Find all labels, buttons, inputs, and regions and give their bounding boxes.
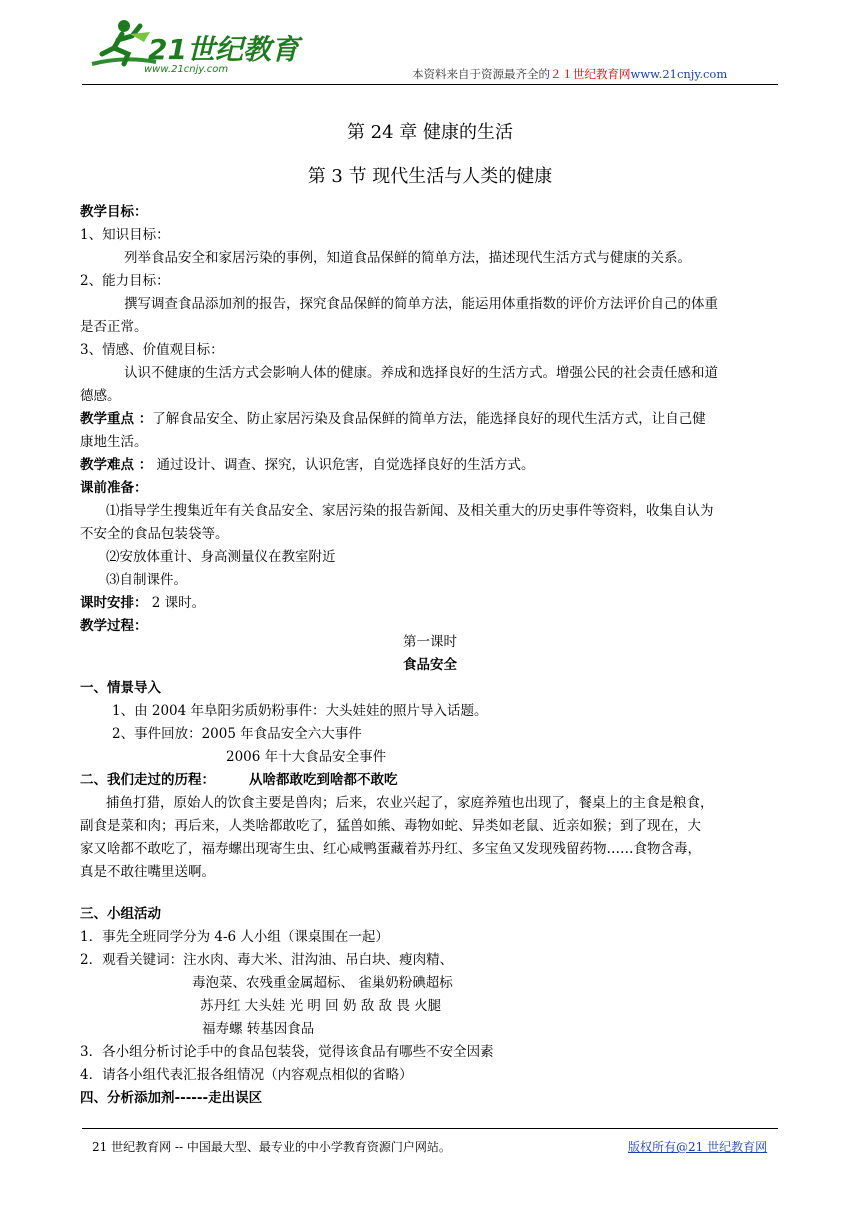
key-points-text-2: 康地生活。 xyxy=(80,434,148,450)
part1-item-2b: 2006 年十大食品安全事件 xyxy=(226,749,387,765)
preparation-item-1: ⑴指导学生搜集近年有关食品安全、家居污染的报告新闻、及相关重大的历史事件等资料，收集自认为 xyxy=(106,503,714,519)
header-note xyxy=(412,66,727,82)
part2-heading: 二、我们走过的历程： xyxy=(80,772,215,788)
part3-item-3: 3．各小组分析讨论手中的食品包装袋，觉得该食品有哪些不安全因素 xyxy=(80,1044,494,1060)
difficulty-label: 教学难点 ： xyxy=(80,457,153,473)
section-title: 第 3 节 现代生活与人类的健康 xyxy=(307,166,553,187)
process-heading: 教学过程： xyxy=(80,618,148,634)
logo-text: 21世纪教育 xyxy=(148,33,299,66)
schedule-label: 课时安排： xyxy=(80,595,148,611)
header-note-url[interactable]: www.21cnjy.com xyxy=(630,67,728,81)
part2-para-2: 副食是菜和肉；再后来，人类啥都敢吃了，猛兽如熊、毒物如蛇、异类如老鼠、近亲如猴；到了现在，大 xyxy=(80,818,701,834)
ability-label: 2、能力目标： xyxy=(80,273,170,289)
preparation-item-1-cont: 不安全的食品包装袋等。 xyxy=(80,526,229,542)
preparation-heading: 课前准备： xyxy=(80,480,148,496)
emotion-label: 3、情感、价值观目标： xyxy=(80,342,224,358)
part1-item-2: 2、事件回放：2005 年食品安全六大事件 xyxy=(112,726,362,742)
knowledge-label: 1、知识目标： xyxy=(80,227,170,243)
difficulty-text: 通过设计、调查、探究，认识危害，自觉选择良好的生活方式。 xyxy=(152,457,535,473)
part3-heading: 三、小组活动 xyxy=(80,906,161,922)
part2-para-4: 真是不敢往嘴里送啊。 xyxy=(80,864,215,880)
lesson-topic: 食品安全 xyxy=(403,657,457,673)
footer-copyright-link[interactable]: 版权所有@21 世纪教育网 xyxy=(628,1140,768,1154)
footer-divider xyxy=(82,1128,778,1129)
part3-item-2: 2．观看关键词：注水肉、毒大米、泔沟油、吊白块、瘦肉精、 xyxy=(80,952,454,968)
part2-para-1: 捕鱼打猎，原始人的饮食主要是兽肉；后来，农业兴起了，家庭养殖也出现了，餐桌上的主食是粮食， xyxy=(106,795,714,811)
lesson-period: 第一课时 xyxy=(403,634,457,650)
key-points-text-1: 了解食品安全、防止家居污染及食品保鲜的简单方法，能选择良好的现代生活方式，让自己健 xyxy=(152,411,706,427)
schedule xyxy=(80,591,205,611)
part2-heading-row xyxy=(80,768,398,788)
part3-keywords-3: 苏丹红 大头娃 光 明 回 奶 敌 敌 畏 火腿 xyxy=(200,998,442,1014)
schedule-text: 2 课时。 xyxy=(147,595,206,611)
objectives-heading: 教学目标： xyxy=(80,204,148,220)
emotion-text-2: 德感。 xyxy=(80,388,121,404)
part4-heading: 四、分析添加剂------走出误区 xyxy=(80,1090,263,1106)
ability-text-1: 撰写调查食品添加剂的报告，探究食品保鲜的简单方法，能运用体重指数的评价方法评价自己的体重 xyxy=(124,296,718,312)
preparation-item-2: ⑵安放体重计、身高测量仪在教室附近 xyxy=(106,549,336,565)
key-points xyxy=(80,407,706,427)
key-points-label: 教学重点 ： xyxy=(80,411,153,427)
part2-subheading: 从啥都敢吃到啥都不敢吃 xyxy=(249,772,398,788)
part1-heading: 一、情景导入 xyxy=(80,680,161,696)
preparation-item-3: ⑶自制课件。 xyxy=(106,572,187,588)
part1-item-1: 1、由 2004 年阜阳劣质奶粉事件：大头娃娃的照片导入话题。 xyxy=(112,703,488,719)
header-note-site[interactable]: ２１世纪教育网 xyxy=(550,67,631,81)
site-logo xyxy=(84,12,299,82)
footer-text: 21 世纪教育网 -- 中国最大型、最专业的中小学教育资源门户网站。 xyxy=(92,1140,451,1154)
header-note-prefix: 本资料来自于资源最齐全的 xyxy=(412,67,550,81)
part3-keywords-2: 毒泡菜、农残重金属超标、 雀巢奶粉碘超标 xyxy=(192,975,453,991)
ability-text-2: 是否正常。 xyxy=(80,319,148,335)
header-divider xyxy=(82,84,778,85)
part3-item-1: 1．事先全班同学分为 4-6 人小组（课桌围在一起） xyxy=(80,929,389,945)
part2-para-3: 家又啥都不敢吃了，福寿螺出现寄生虫、红心咸鸭蛋藏着苏丹红、多宝鱼又发现残留药物……食物含毒， xyxy=(80,841,701,857)
logo-url: www.21cnjy.com xyxy=(144,64,229,75)
part3-item-4: 4．请各小组代表汇报各组情况（内容观点相似的省略） xyxy=(80,1067,413,1083)
part3-keywords-4: 福寿螺 转基因食品 xyxy=(202,1021,315,1037)
difficulty xyxy=(80,453,535,473)
emotion-text-1: 认识不健康的生活方式会影响人体的健康。养成和选择良好的生活方式。增强公民的社会责任感和道 xyxy=(124,365,718,381)
chapter-title: 第 24 章 健康的生活 xyxy=(346,122,514,143)
knowledge-text: 列举食品安全和家居污染的事例，知道食品保鲜的简单方法，描述现代生活方式与健康的关系。 xyxy=(124,250,691,266)
